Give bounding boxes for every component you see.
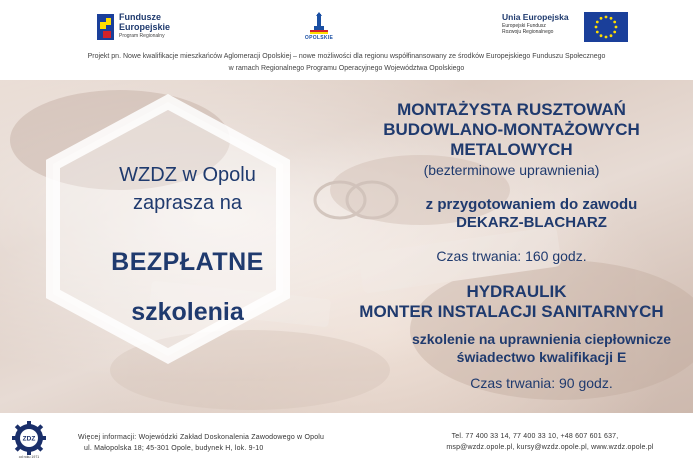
wzdz-logo	[12, 421, 46, 461]
course2-title-line1: HYDRAULIK	[466, 282, 567, 301]
opolskie-tower-icon	[309, 12, 329, 34]
free-heading: BEZPŁATNE	[111, 248, 264, 276]
opolskie-logo-label: OPOLSKIE	[304, 35, 334, 41]
info-line1: Więcej informacji: Wojewódzki Zakład Doskonalenia Zawodowego w Opolu	[78, 434, 325, 441]
training-heading: szkolenia	[131, 298, 244, 326]
training-banner	[0, 80, 693, 413]
wzdz-logo-text: od roku 1971	[18, 455, 40, 459]
contact-emails: msp@wzdz.opole.pl, kursy@wzdz.opole.pl, www.wzdz.opole.pl	[446, 444, 654, 451]
fe-star-flag-icon	[97, 12, 117, 42]
project-description-line1: Projekt pn. Nowe kwalifikacje mieszkańców Aglomeracji Opolskiej – nowe możliwości dla regionu współfinansowany ze środków Europejskiego Funduszu Społecznego	[87, 53, 606, 60]
course1-prep-line1: z przygotowaniem do zawodu	[425, 196, 638, 213]
contact-phone: Tel. 77 400 33 14, 77 400 33 10, +48 607 601 637,	[451, 433, 619, 440]
eu-logo	[502, 12, 632, 44]
course1-prep-line2: DEKARZ-BLACHARZ	[456, 214, 607, 231]
course2-prep-line1: szkolenie na uprawnienia ciepłownicze	[411, 331, 672, 347]
course1-title-line3: METALOWYCH	[450, 140, 573, 159]
info-line2: ul. Małopolska 18; 45-301 Opole, budynek H, lok. 9-10	[84, 445, 264, 452]
footer	[0, 416, 693, 462]
contact-details	[410, 431, 690, 453]
course2-title-line2: MONTER INSTALACJI SANITARNYCH	[359, 302, 664, 321]
fe-logo-line3: Program Regionalny	[119, 33, 165, 39]
course1-title-line2: BUDOWLANO-MONTAŻOWYCH	[383, 120, 640, 139]
eu-logo-line1: Unia Europejska	[502, 12, 569, 22]
wzdz-gear-icon	[12, 421, 46, 455]
invite-line1: WZDZ w Opolu	[119, 164, 256, 186]
project-description-line2: w ramach Regionalnego Programu Operacyjnego Województwa Opolskiego	[228, 65, 465, 72]
course1-title-line1: MONTAŻYSTA RUSZTOWAŃ	[397, 100, 626, 119]
opolskie-logo	[294, 12, 344, 44]
invite-line2: zaprasza na	[133, 192, 242, 214]
courses-block	[330, 80, 693, 413]
fe-logo-line1: Fundusze	[119, 12, 161, 22]
eu-logo-line2: Europejski Fundusz	[502, 22, 546, 29]
fundusze-europejskie-logo	[97, 12, 187, 44]
contact-address	[78, 432, 324, 454]
invitation-block	[0, 80, 380, 413]
eu-flag-icon	[584, 12, 628, 42]
project-description	[0, 51, 693, 75]
course1-duration: Czas trwania: 160 godz.	[436, 248, 587, 264]
svg-text:ZDZ: ZDZ	[22, 435, 36, 443]
course1-note: (bezterminowe uprawnienia)	[423, 162, 600, 178]
course2-prep-line2: świadectwo kwalifikacji E	[456, 349, 627, 365]
header-logos	[0, 0, 693, 72]
course2-duration: Czas trwania: 90 godz.	[470, 375, 613, 391]
fe-logo-line2: Europejskie	[119, 22, 171, 32]
eu-logo-line3: Rozwoju Regionalnego	[502, 28, 554, 35]
